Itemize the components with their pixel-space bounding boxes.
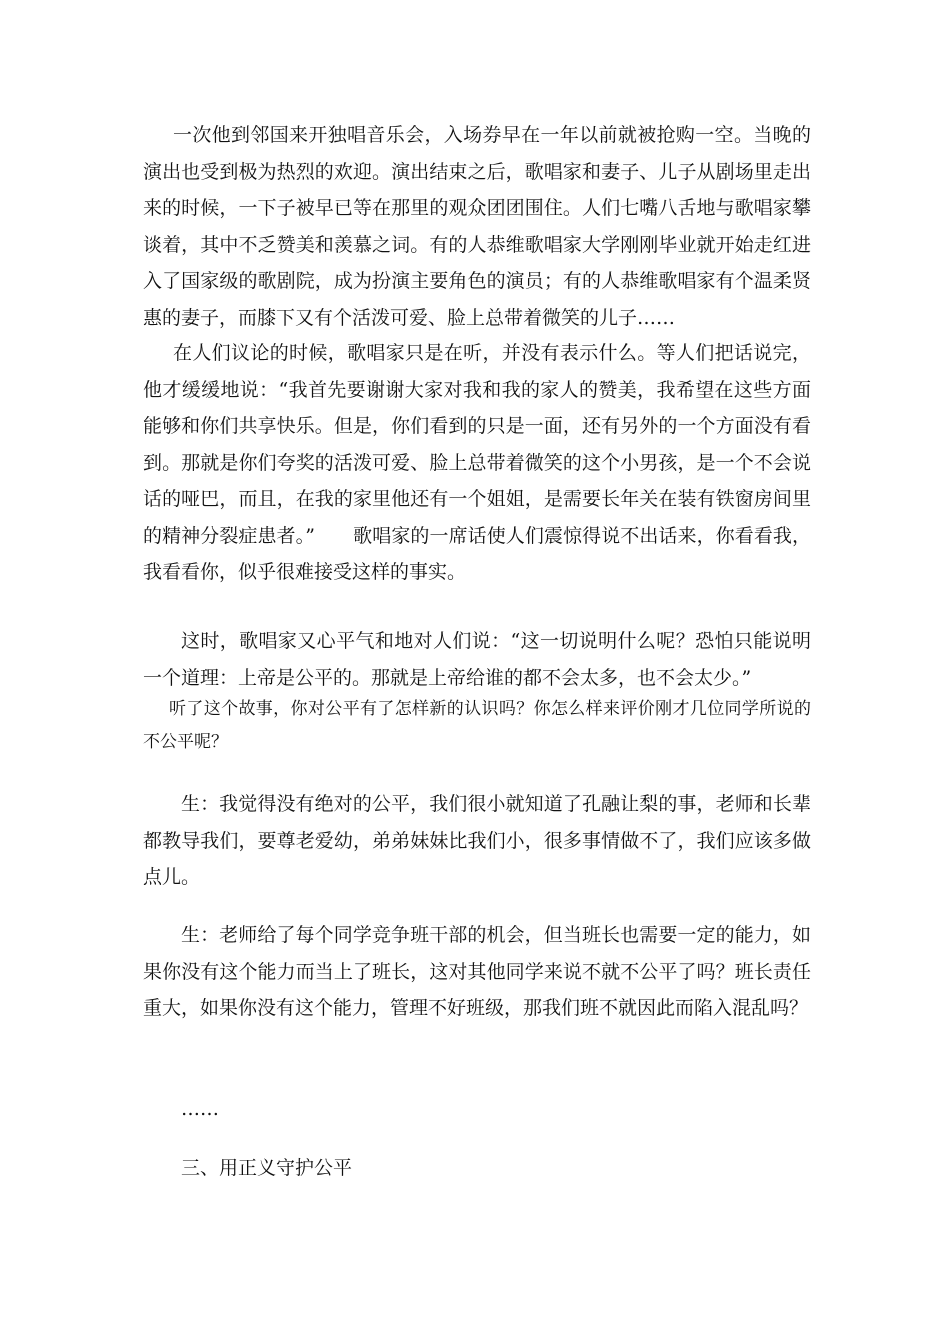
section-heading: 三、用正义守护公平 [181,1157,353,1179]
student-answer-2: 生：老师给了每个同学竞争班干部的机会，但当班长也需要一定的能力，如果你没有这个能力而当上了班长，这对其他同学来说不就不公平了吗？班长责任重大，如果你没有这个能力，管理不好班级，那我们班不就因此而陷入混乱吗？ [143,924,811,1019]
question-paragraph: 听了这个故事，你对公平有了怎样新的认识吗？你怎么样来评价刚才几位同学所说的不公平呢？ [143,699,811,752]
story-paragraph-conclusion: 这时，歌唱家又心平气和地对人们说：“这一切说明什么呢？恐怕只能说明一个道理：上帝是公平的。那就是上帝给谁的都不会太多，也不会太少。” [143,630,811,689]
student-answer-1: 生：我觉得没有绝对的公平，我们很小就知道了孔融让梨的事，老师和长辈都教导我们，要尊老爱幼，弟弟妹妹比我们小，很多事情做不了，我们应该多做点儿。 [143,793,811,888]
story-paragraph-concert: 一次他到邻国来开独唱音乐会，入场券早在一年以前就被抢购一空。当晚的演出也受到极为热烈的欢迎。演出结束之后，歌唱家和妻子、儿子从剧场里走出来的时候，一下子被早已等在那里的观众团团围住。人们七嘴八舌地与歌唱家攀谈着，其中不乏赞美和羡慕之词。有的人恭维歌唱家大学刚刚毕业就开始走红进入了国家级的歌剧院，成为扮演主要角色的演员；有的人恭维歌唱家有个温柔贤惠的妻子，而膝下又有个活泼可爱、脸上总带着微笑的儿子…… [143,124,811,329]
ellipsis-line: …… [181,1098,219,1120]
story-paragraph-singer-reply: 在人们议论的时候，歌唱家只是在听，并没有表示什么。等人们把话说完，他才缓缓地说：“我首先要谢谢大家对我和我的家人的赞美，我希望在这些方面能够和你们共享快乐。但是，你们看到的只是一面，还有另外的一个方面没有看到。那就是你们夸奖的活泼可爱、脸上总带着微笑的这个小男孩，是一个不会说话的哑巴，而且，在我的家里他还有一个姐姐，是需要长年关在装有铁窗房间里的精神分裂症患者。” 歌唱家的一席话使人们震惊得说不出话来，你看看我，我看看你，似乎很难接受这样的事实。 [143,342,811,583]
